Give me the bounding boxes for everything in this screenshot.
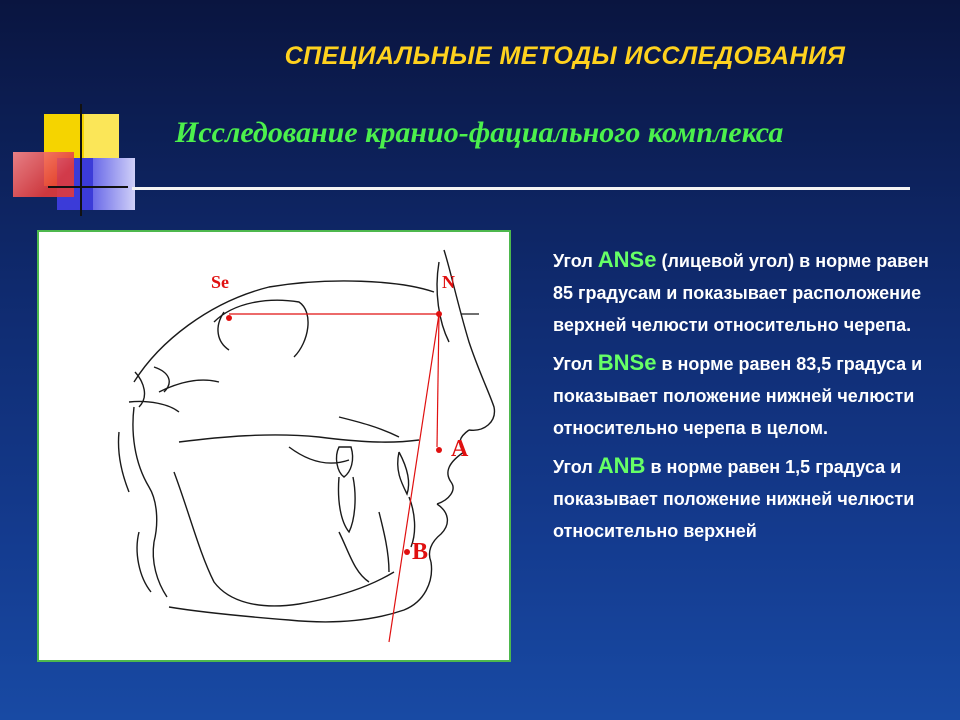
label-b: B [412,539,429,565]
point-b [404,549,410,555]
p1-prefix: Угол [553,251,598,271]
decor-blue-highlight [93,158,135,210]
point-n [436,311,442,317]
term-anse: ANSe [597,247,657,272]
slide-title: СПЕЦИАЛЬНЫЕ МЕТОДЫ ИССЛЕДОВАНИЯ [284,42,846,70]
point-se [226,315,232,321]
slide-subtitle: Исследование кранио-фациального комплекса [175,116,784,149]
description-text [553,244,943,553]
cephalogram-drawing [39,232,509,660]
term-anb: ANB [597,453,646,478]
decor-vertical-line [80,104,82,216]
cephalogram-figure [37,230,511,662]
landmark-points [226,311,442,555]
point-a [436,447,442,453]
header-divider [132,187,910,190]
p3-text: в норме равен 1,5 градуса и показывает положение нижней челюсти относительно верхней [553,457,915,541]
decor-red-square [13,152,74,197]
decor-horizontal-line-dark [48,186,128,188]
paragraph-anse [553,244,943,341]
label-a: A [451,436,469,462]
paragraph-bnse [553,347,943,444]
reference-lines [229,314,439,642]
label-se: Se [211,272,229,292]
label-n: N [442,272,455,292]
term-bnse: BNSe [597,350,657,375]
line-n-b [389,314,439,642]
p3-prefix: Угол [553,457,598,477]
p2-text: в норме равен 83,5 градуса и показывает положение нижней челюсти относительно черепа в целом. [553,354,923,438]
skull-outline [118,250,494,622]
paragraph-anb [553,450,943,547]
p1-text: (лицевой угол) в норме равен 85 градусам и показывает расположение верхней челюсти относительно черепа. [553,251,929,335]
line-n-a [437,314,439,447]
p2-prefix: Угол [553,354,598,374]
decor-yellow-highlight [84,114,119,159]
